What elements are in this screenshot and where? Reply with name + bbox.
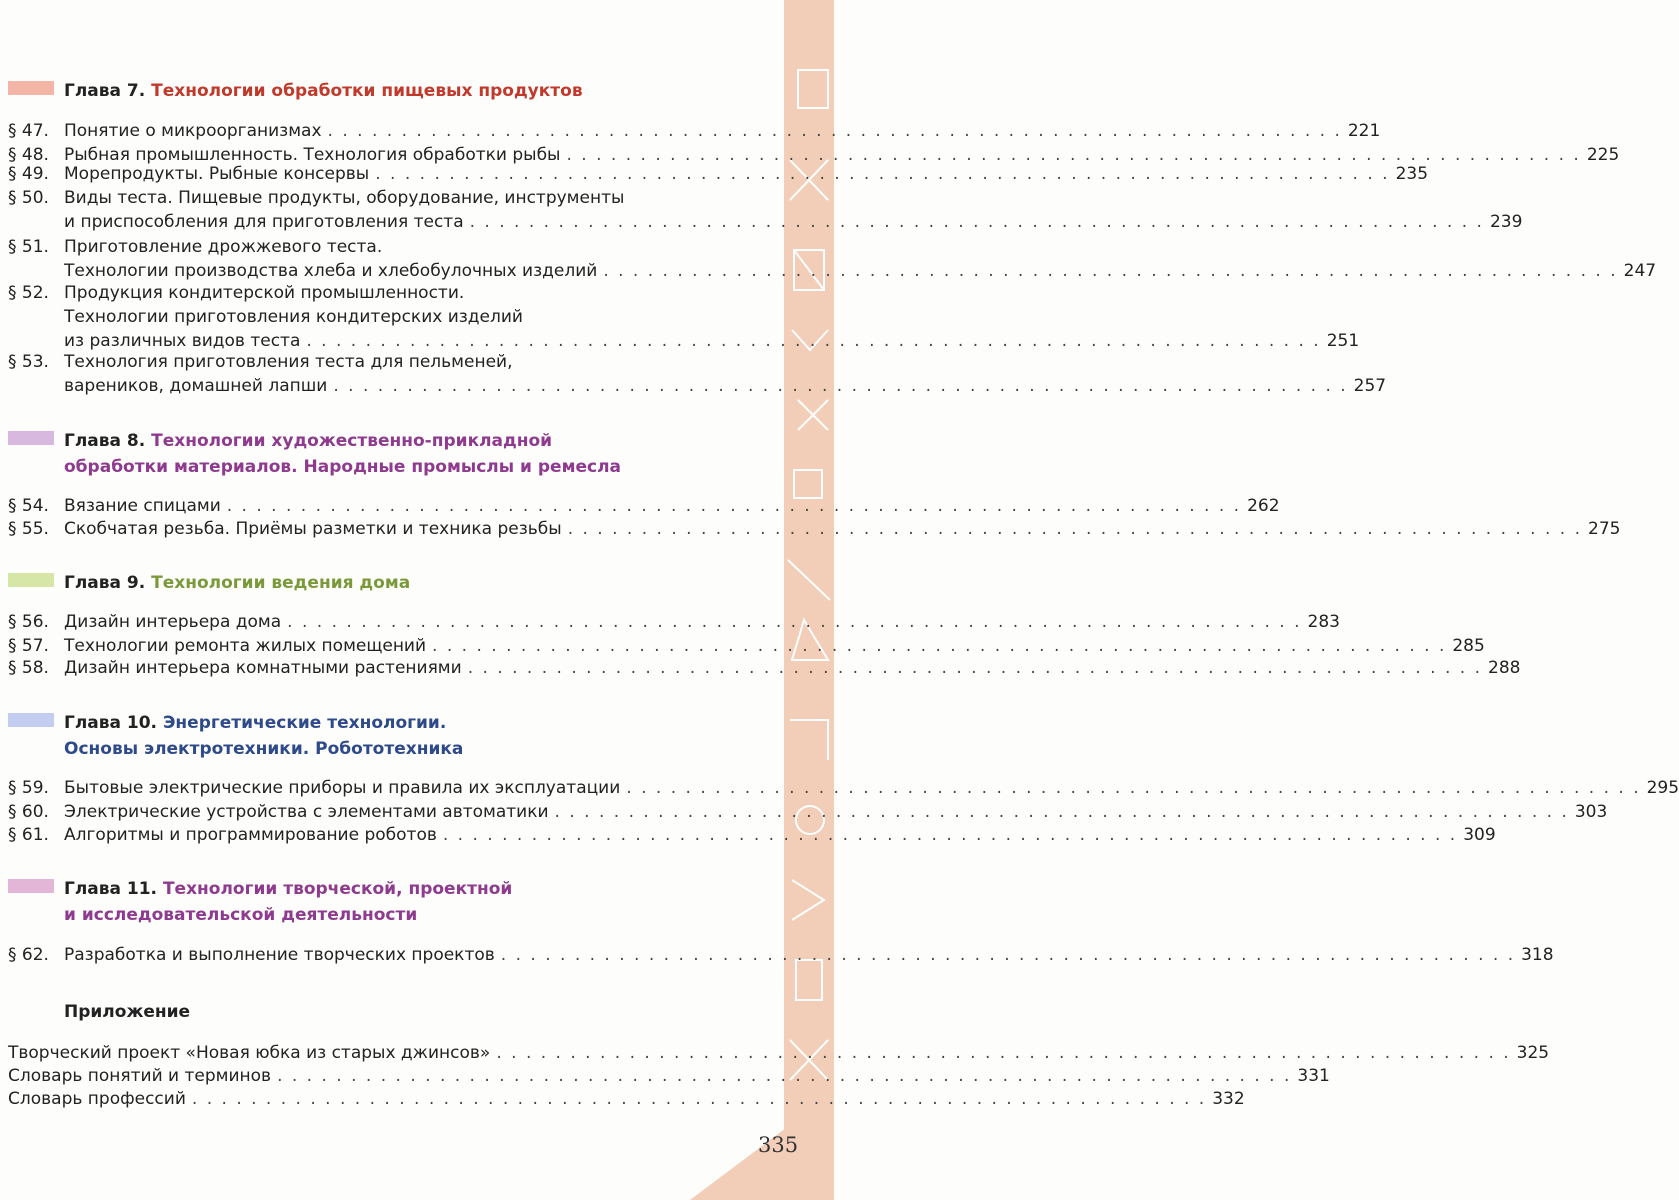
dot-leader: . . . . . . . . . . . . . . . . . . . . . . . . . . . . . . . . . . . . . . . . . . . . . . . . . . . . . . . . . . . . . . . . . . . . . [496, 1043, 1511, 1063]
section-title: Понятие о микроорганизмах [64, 121, 322, 141]
toc-entry-49[interactable] [8, 162, 1429, 186]
chapter-label: Глава 11. [64, 879, 158, 899]
section-number: § 62. [8, 945, 49, 965]
toc-entry-47[interactable] [8, 119, 1381, 143]
page-ref: 247 [1623, 261, 1657, 281]
section-number: § 50. [8, 188, 49, 208]
page-ref: 325 [1516, 1043, 1550, 1063]
dot-leader: . . . . . . . . . . . . . . . . . . . . . . . . . . . . . . . . . . . . . . . . . . . . . . . . . . . . . . . . . . . . . . . . . . . . . [566, 145, 1581, 165]
section-number: § 48. [8, 145, 49, 165]
section-number: § 47. [8, 121, 49, 141]
section-number: § 49. [8, 164, 49, 184]
section-number: § 54. [8, 496, 49, 516]
appendix-entry-title: Словарь профессий [8, 1089, 186, 1109]
section-title: из различных видов теста [64, 331, 301, 351]
dot-leader: . . . . . . . . . . . . . . . . . . . . . . . . . . . . . . . . . . . . . . . . . . . . . . . . . . . . . . . . . . . . . . . . . . . . . [327, 121, 1342, 141]
appendix-entry[interactable] [8, 1064, 1330, 1088]
dot-leader: . . . . . . . . . . . . . . . . . . . . . . . . . . . . . . . . . . . . . . . . . . . . . . . . . . . . . . . . . . . . . . . . . . . . . [469, 212, 1484, 232]
toc-entry-54[interactable] [8, 494, 1280, 518]
dot-leader: . . . . . . . . . . . . . . . . . . . . . . . . . . . . . . . . . . . . . . . . . . . . . . . . . . . . . . . . . . . . . . . . . . . . . [333, 376, 1348, 396]
toc-entry-56[interactable] [8, 610, 1340, 634]
toc-entry-59[interactable] [8, 776, 1679, 800]
section-title: Электрические устройства с элементами автоматики [64, 802, 549, 822]
page-ref: 283 [1307, 612, 1340, 632]
chapter-title: Основы электротехники. Робототехника [64, 739, 464, 759]
section-title: Морепродукты. Рыбные консервы [64, 164, 370, 184]
dot-leader: . . . . . . . . . . . . . . . . . . . . . . . . . . . . . . . . . . . . . . . . . . . . . . . . . . . . . . . . . . . . . . . . . . . . . [277, 1066, 1292, 1086]
page-ref: 257 [1353, 376, 1387, 396]
chapter-color-swatch [8, 573, 54, 587]
chapter-title: Технологии художественно-прикладной [151, 431, 553, 451]
chapter-label: Глава 10. [64, 713, 158, 733]
section-title: Приготовление дрожжевого теста. [64, 237, 383, 257]
chapter-color-swatch [8, 713, 54, 727]
chapter-color-swatch [8, 81, 54, 95]
section-title: Скобчатая резьба. Приёмы разметки и техника резьбы [64, 519, 562, 539]
dot-leader: . . . . . . . . . . . . . . . . . . . . . . . . . . . . . . . . . . . . . . . . . . . . . . . . . . . . . . . . . . . . . . . . . . . . . [226, 496, 1242, 516]
dot-leader: . . . . . . . . . . . . . . . . . . . . . . . . . . . . . . . . . . . . . . . . . . . . . . . . . . . . . . . . . . . . . . . . . . . . . [432, 636, 1447, 656]
section-title: Бытовые электрические приборы и правила их эксплуатации [64, 778, 621, 798]
dot-leader: . . . . . . . . . . . . . . . . . . . . . . . . . . . . . . . . . . . . . . . . . . . . . . . . . . . . . . . . . . . . . . . . . . . . . [603, 261, 1618, 281]
toc-entry-62[interactable] [8, 943, 1554, 967]
appendix-entry[interactable] [8, 1087, 1245, 1111]
page-ref: 331 [1297, 1066, 1330, 1086]
section-number: § 57. [8, 636, 49, 656]
page-ref: 303 [1574, 802, 1608, 822]
page-ref: 295 [1646, 778, 1679, 798]
section-number: § 55. [8, 519, 49, 539]
page-ref: 332 [1212, 1089, 1245, 1109]
section-number: § 58. [8, 658, 49, 678]
dot-leader: . . . . . . . . . . . . . . . . . . . . . . . . . . . . . . . . . . . . . . . . . . . . . . . . . . . . . . . . . . . . . . . . . . . . . [554, 802, 1569, 822]
dot-leader: . . . . . . . . . . . . . . . . . . . . . . . . . . . . . . . . . . . . . . . . . . . . . . . . . . . . . . . . . . . . . . . . . . . . . [626, 778, 1641, 798]
appendix-entry-title: Творческий проект «Новая юбка из старых джинсов» [8, 1043, 491, 1063]
page-ref: 318 [1521, 945, 1554, 965]
chapter-title: Технологии ведения дома [151, 573, 411, 593]
page-ref: 285 [1452, 636, 1485, 656]
chapter-title: Технологии творческой, проектной [162, 879, 513, 899]
section-title: Технология приготовления теста для пельменей, [64, 352, 513, 372]
toc-entry-52[interactable] [8, 281, 1360, 353]
page-ref: 262 [1247, 496, 1280, 516]
section-title: Дизайн интерьера комнатными растениями [64, 658, 462, 678]
page-ref: 251 [1326, 331, 1360, 351]
dot-leader: . . . . . . . . . . . . . . . . . . . . . . . . . . . . . . . . . . . . . . . . . . . . . . . . . . . . . . . . . . . . . . . . . . . . . [500, 945, 1516, 965]
page-ref: 288 [1488, 658, 1521, 678]
section-number: § 51. [8, 237, 49, 257]
section-number: § 60. [8, 802, 49, 822]
dot-leader: . . . . . . . . . . . . . . . . . . . . . . . . . . . . . . . . . . . . . . . . . . . . . . . . . . . . . . . . . . . . . . . . . . . . . [306, 331, 1321, 351]
chapter-title: и исследовательской деятельности [64, 905, 418, 925]
toc-entry-50[interactable] [8, 186, 1523, 234]
section-title: вареников, домашней лапши [64, 376, 328, 396]
section-title: Разработка и выполнение творческих проектов [64, 945, 495, 965]
chapter-title: Энергетические технологии. [162, 713, 447, 733]
toc-entry-61[interactable] [8, 823, 1496, 847]
section-title: Технологии ремонта жилых помещений [64, 636, 427, 656]
appendix-entry[interactable] [8, 1041, 1550, 1065]
appendix-entry-title: Словарь понятий и терминов [8, 1066, 272, 1086]
section-title: Рыбная промышленность. Технология обработки рыбы [64, 145, 561, 165]
section-number: § 59. [8, 778, 49, 798]
section-title: Продукция кондитерской промышленности. [64, 283, 465, 303]
section-number: § 56. [8, 612, 49, 632]
section-number: § 61. [8, 825, 49, 845]
dot-leader: . . . . . . . . . . . . . . . . . . . . . . . . . . . . . . . . . . . . . . . . . . . . . . . . . . . . . . . . . . . . . . . . . . . . . [442, 825, 1458, 845]
section-title: и приспособления для приготовления теста [64, 212, 464, 232]
page-number: 335 [758, 1133, 799, 1157]
page-ref: 235 [1395, 164, 1429, 184]
chapter-label: Глава 9. [64, 573, 146, 593]
toc-entry-57[interactable] [8, 634, 1485, 658]
section-title: Алгоритмы и программирование роботов [64, 825, 437, 845]
page-ref: 275 [1588, 519, 1621, 539]
dot-leader: . . . . . . . . . . . . . . . . . . . . . . . . . . . . . . . . . . . . . . . . . . . . . . . . . . . . . . . . . . . . . . . . . . . . . [287, 612, 1302, 632]
page-ref: 309 [1463, 825, 1496, 845]
section-number: § 52. [8, 283, 49, 303]
page-ref: 225 [1586, 145, 1620, 165]
section-title: Виды теста. Пищевые продукты, оборудование, инструменты [64, 188, 625, 208]
chapter-color-swatch [8, 879, 54, 893]
toc-entry-60[interactable] [8, 800, 1608, 824]
dot-leader: . . . . . . . . . . . . . . . . . . . . . . . . . . . . . . . . . . . . . . . . . . . . . . . . . . . . . . . . . . . . . . . . . . . . . [467, 658, 1483, 678]
toc-entry-53[interactable] [8, 350, 1387, 398]
section-title: Вязание спицами [64, 496, 221, 516]
chapter-title: обработки материалов. Народные промыслы и ремесла [64, 457, 622, 477]
section-number: § 53. [8, 352, 49, 372]
dot-leader: . . . . . . . . . . . . . . . . . . . . . . . . . . . . . . . . . . . . . . . . . . . . . . . . . . . . . . . . . . . . . . . . . . . . . [567, 519, 1583, 539]
toc-entry-55[interactable] [8, 517, 1621, 541]
chapter-label: Глава 7. [64, 81, 146, 101]
appendix-title: Приложение [64, 1002, 191, 1022]
toc-entry-58[interactable] [8, 656, 1521, 680]
section-title: Технологии производства хлеба и хлебобулочных изделий [64, 261, 598, 281]
dot-leader: . . . . . . . . . . . . . . . . . . . . . . . . . . . . . . . . . . . . . . . . . . . . . . . . . . . . . . . . . . . . . . . . . . . . . [375, 164, 1390, 184]
toc-entry-51[interactable] [8, 235, 1657, 283]
chapter-color-swatch [8, 431, 54, 445]
dot-leader: . . . . . . . . . . . . . . . . . . . . . . . . . . . . . . . . . . . . . . . . . . . . . . . . . . . . . . . . . . . . . . . . . . . . . [191, 1089, 1207, 1109]
page-ref: 221 [1347, 121, 1381, 141]
chapter-title: Технологии обработки пищевых продуктов [151, 81, 583, 101]
chapter-label: Глава 8. [64, 431, 146, 451]
section-title: Дизайн интерьера дома [64, 612, 282, 632]
section-title: Технологии приготовления кондитерских изделий [64, 307, 523, 327]
page-ref: 239 [1489, 212, 1523, 232]
